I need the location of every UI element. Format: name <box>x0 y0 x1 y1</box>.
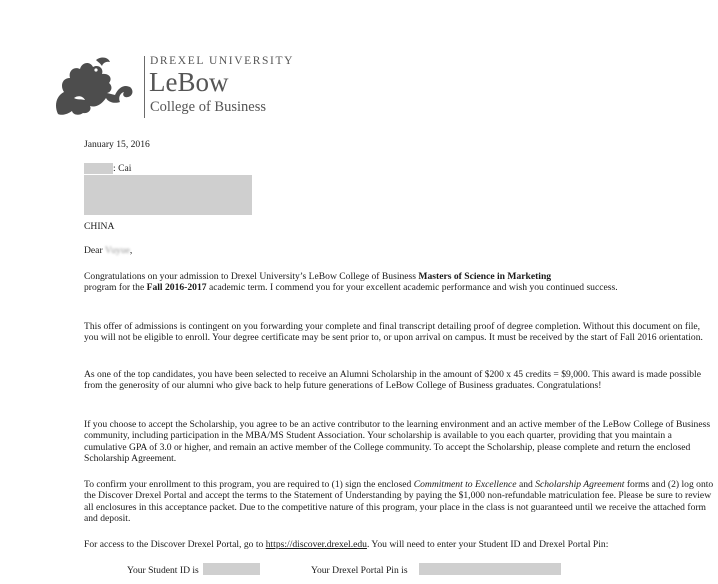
paragraph-portal-access: For access to the Discover Drexel Portal, go to https://discover.drexel.edu. You will need to enter your Student ID and Drexel Portal Pin: <box>84 539 609 550</box>
university-name: DREXEL UNIVERSITY <box>150 55 294 67</box>
salutation: Dear Vuyue, <box>84 245 133 256</box>
recipient-surname: : Cai <box>113 163 132 174</box>
letterhead <box>52 52 312 122</box>
program-name: Masters of Science in Marketing <box>418 271 552 282</box>
salutation-name: Vuyue <box>104 245 130 256</box>
letter-date: January 15, 2016 <box>84 139 150 150</box>
paragraph-transcript: This offer of admissions is contingent on you forwarding your complete and final transcript detailing proof of degree completion. Without this document on file, you will not be eligible to enroll. Your degree certificate may be sent prior to, or upon arrival on campus. It must be received by the start of Fall 2016 orientation. <box>84 321 703 344</box>
paragraph-congratulations: Congratulations on your admission to Drexel University’s LeBow College of Business Masters of Science in Marketing program for the Fall 2016-2017 academic term. I commend you for your excellent academic performance and wish you continued success. <box>84 271 618 294</box>
doc-scholarship-agreement: Scholarship Agreement <box>535 479 625 490</box>
redacted-first-name <box>84 163 113 174</box>
paragraph-scholarship-terms: If you choose to accept the Scholarship, you agree to be an active contributor to the learning environment and an active member of the LeBow College of Business community, including participation in the MBA/MS Student Association. Your scholarship is available to you each quarter, providing that you maintain a cumulative GPA of 3.0 or higher, and remain an active member of the College community. To accept the Scholarship, please complete and return the enclosed Scholarship Agreement. <box>84 419 711 464</box>
doc-commitment: Commitment to Excellence <box>413 479 517 490</box>
student-id-label: Your Student ID is <box>127 565 199 576</box>
college-name: College of Business <box>150 99 266 115</box>
discover-portal-link[interactable]: https://discover.drexel.edu <box>265 539 367 550</box>
school-name: LeBow <box>149 67 229 97</box>
dragon-logo-icon <box>52 56 136 118</box>
recipient-country: CHINA <box>84 221 115 232</box>
redacted-portal-pin <box>419 563 561 575</box>
paragraph-confirm-enrollment: To confirm your enrollment to this program, you are required to (1) sign the enclosed Commitment to Excellence and Scholarship Agreement forms and (2) log onto the Discover Drexel Portal and accept the terms to the Statement of Understanding by paying the $1,000 non-refundable matriculation fee. Please be sure to review all enclosures in this acceptance packet. Due to the competitive nature of this program, your place in the class is not guaranteed until we receive the attached form and deposit. <box>84 479 714 524</box>
paragraph-scholarship: As one of the top candidates, you have been selected to receive an Alumni Scholarship in the amount of $200 x 45 credits = $9,000. This award is made possible from the generosity of our alumni who give back to help future generations of LeBow College of Business graduates. Congratulations! <box>84 369 701 392</box>
redacted-address-block <box>84 175 252 215</box>
portal-pin-label: Your Drexel Portal Pin is <box>311 565 408 576</box>
redacted-student-id <box>203 563 260 575</box>
letterhead-divider <box>144 56 145 118</box>
program-term: Fall 2016-2017 <box>146 282 207 294</box>
